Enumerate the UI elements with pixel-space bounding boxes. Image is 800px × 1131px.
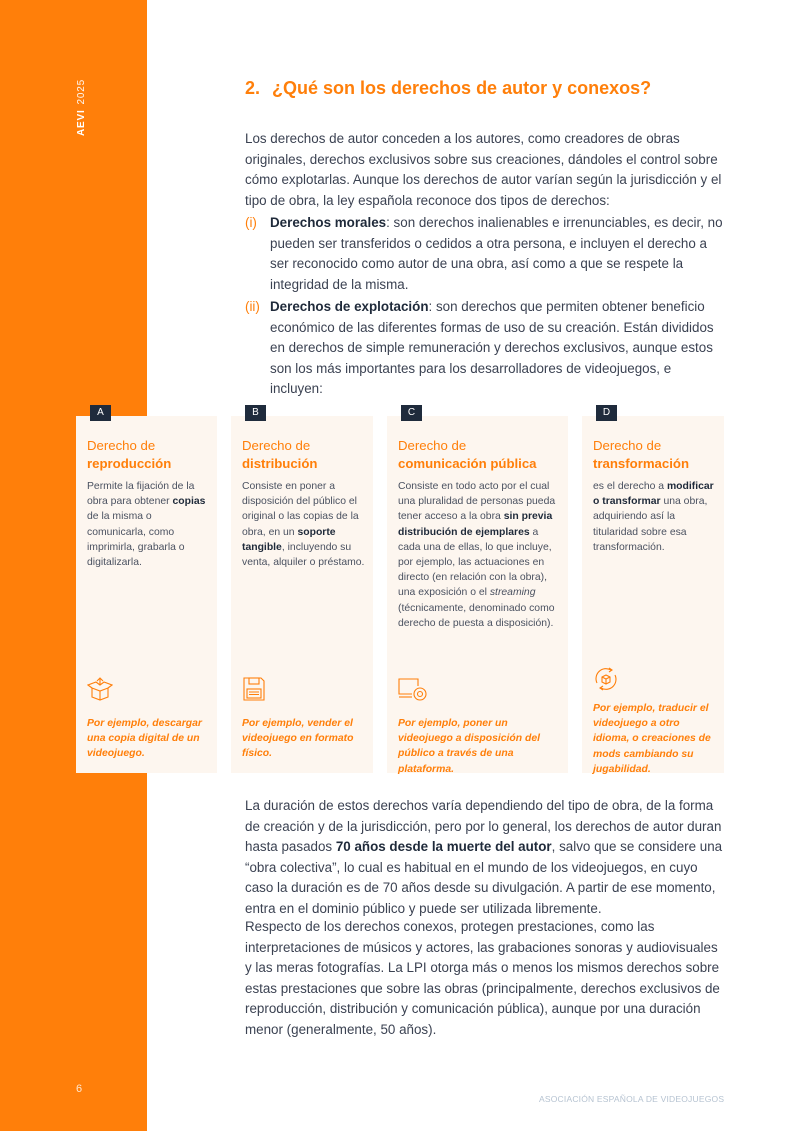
card-description [398, 479, 560, 631]
sidebar-brand-label [76, 79, 87, 136]
card-description [87, 479, 209, 570]
card-badge: A [90, 405, 111, 421]
page-number: 6 [76, 1083, 83, 1095]
duration-paragraph [245, 796, 725, 920]
card-example: Por ejemplo, descargar una copia digital de un videojuego. [87, 718, 202, 760]
card-transformation-right [582, 407, 724, 775]
section-title: ¿Qué son los derechos de autor y conexos? [272, 78, 652, 98]
card-example: Por ejemplo, poner un videojuego a disposición del público a través de una plataforma. [398, 718, 541, 775]
card-title-bold: reproducción [87, 456, 172, 471]
card-reproduction-right [76, 407, 217, 773]
desc-text: de la misma o comunicarla, como imprimirla, grabarla o digitalizarla. [87, 511, 185, 569]
floppy-disk-icon [242, 677, 268, 701]
section-heading [245, 78, 651, 99]
card-title-prefix: Derecho de [87, 438, 156, 453]
card-public-communication-right [387, 407, 568, 775]
desc-text: Consiste en todo acto por el cual una pluralidad de personas pueda tener acceso a la obra [398, 481, 556, 523]
paragraph-bold: 70 años desde la muerte del autor [335, 839, 552, 855]
card-title-prefix: Derecho de [398, 438, 467, 453]
card-distribution-right [231, 407, 373, 773]
card-title-bold: distribución [242, 456, 318, 471]
desc-text: , incluyendo su venta, alquiler o préstamo. [242, 541, 365, 569]
desc-bold: soporte tangible [242, 526, 336, 553]
card-title [593, 437, 716, 473]
card-title [87, 437, 209, 473]
desc-text: Permite la fijación de la obra para obtener [87, 481, 195, 508]
card-description [593, 479, 716, 555]
desc-bold: modificar o transformar [593, 481, 714, 508]
paragraph-text: La duración de estos derechos varía dependiendo del tipo de obra, de la forma de creación y de la jurisdicción, pero por lo general, los derechos de autor duran hasta pasados [245, 798, 722, 855]
list-text: : son derechos inalienables e irrenunciables, es decir, no pueden ser transferidos o cedidos a otra persona, e incluyen el derecho a ser reconocido como autor de una obra, así como a que se respete la integridad de la misma. [270, 215, 723, 292]
list-marker: (ii) [245, 299, 260, 314]
brand-name: AEVI [76, 109, 87, 136]
card-title-prefix: Derecho de [242, 438, 311, 453]
desc-bold: copias [172, 496, 206, 508]
desc-text: una obra, adquiriendo así la titularidad sobre esa transformación. [593, 496, 708, 553]
list-text: : son derechos que permiten obtener beneficio económico de las diferentes formas de uso de su creación. Están divididos en derechos de simple remuneración y derechos exclusivos, aunque estos son los más importantes para los desarrolladores de videojuegos, e incluyen: [270, 299, 714, 397]
card-example: Por ejemplo, vender el videojuego en formato físico. [242, 718, 354, 760]
paragraph-text: , salvo que se considere una “obra colectiva”, lo cual es habitual en el mundo de los videojuegos, en cuyo caso la duración es de 70 años desde su divulgación. A partir de ese momento, entra en el dominio público y puede ser utilizada libremente. [245, 839, 723, 916]
screen-disc-icon [398, 677, 428, 701]
card-title [398, 437, 560, 473]
list-item-exploitation-rights [245, 297, 727, 400]
card-badge: C [401, 405, 422, 421]
list-item-moral-rights [245, 213, 727, 295]
card-title-prefix: Derecho de [593, 438, 662, 453]
intro-paragraph: Los derechos de autor conceden a los autores, como creadores de obras originales, derechos exclusivos sobre sus creaciones, dándoles el control sobre cómo explotarlas. Aunque los derechos de autor varían según la jurisdicción y el tipo de obra, la ley española reconoce dos tipos de derechos: [245, 131, 722, 208]
card-title-bold: comunicación pública [398, 456, 537, 471]
card-title-bold: transformación [593, 456, 689, 471]
desc-text: es el derecho a [593, 481, 667, 492]
desc-text: (técnicamente, denominado como derecho de puesta a disposición). [398, 602, 555, 629]
desc-italic: streaming [489, 587, 536, 599]
footer-organization: ASOCIACIÓN ESPAÑOLA DE VIDEOJUEGOS [539, 1094, 725, 1104]
section-number: 2. [245, 78, 261, 98]
card-badge: B [245, 405, 266, 421]
cube-cycle-icon [593, 667, 619, 691]
edition-year: 2025 [76, 79, 87, 105]
card-title [242, 437, 365, 473]
open-box-icon [87, 677, 113, 701]
card-example: Por ejemplo, traducir el videojuego a otro idioma, o creaciones de mods cambiando su jugabilidad. [593, 703, 711, 775]
list-marker: (i) [245, 215, 257, 230]
desc-text: a cada una de ellas, lo que incluye, por ejemplo, las actuaciones en directo (en relación con la obra), una exposición o el [398, 526, 552, 599]
desc-bold: sin previa distribución de ejemplares [398, 511, 553, 538]
related-rights-paragraph: Respecto de los derechos conexos, protegen prestaciones, como las interpretaciones de músicos y actores, las grabaciones sonoras y audiovisuales y las meras fotografías. La LPI otorga más o menos los mismos derechos sobre estas prestaciones que sobre las obras (principalmente, derechos exclusivos de reproducción, distribución y comunicación pública), aunque por una duración menor (generalmente, 50 años). [245, 919, 720, 1037]
list-term: Derechos morales [270, 215, 387, 230]
desc-text: Consiste en poner a disposición del público el original o las copias de la obra, en un [242, 481, 359, 538]
card-description [242, 479, 365, 570]
card-badge: D [596, 405, 617, 421]
list-term: Derechos de explotación [270, 299, 429, 314]
